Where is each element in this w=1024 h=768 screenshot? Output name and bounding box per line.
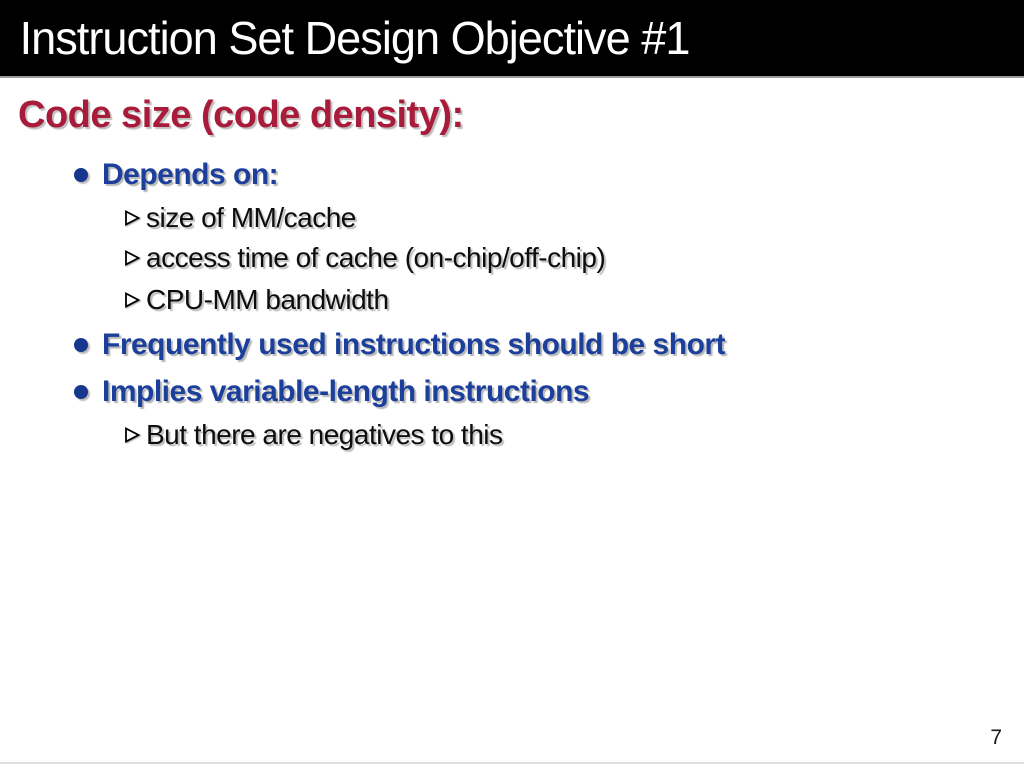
list-item — [0, 152, 1024, 198]
page-number: 7 — [990, 726, 1002, 749]
arrow-bullet-icon — [124, 208, 141, 228]
list-item — [0, 198, 1024, 238]
footer-divider — [0, 762, 1024, 764]
bullet-list — [0, 152, 1024, 455]
list-item-label: Depends on: — [102, 158, 279, 191]
list-item-label: CPU-MM bandwidth — [146, 284, 389, 315]
arrow-bullet-icon — [124, 425, 141, 445]
bullet-dot-icon — [74, 168, 88, 182]
arrow-bullet-icon — [124, 290, 141, 310]
slide-title: Instruction Set Design Objective #1 — [19, 12, 690, 64]
list-item-label: Implies variable-length instructions — [102, 374, 590, 408]
slide-heading: Code size (code density): — [18, 94, 464, 136]
list-item — [0, 238, 1024, 278]
list-item — [0, 322, 1024, 368]
list-item-label: size of MM/cache — [146, 202, 356, 233]
list-item-label: Frequently used instructions should be short — [102, 328, 726, 361]
slide-title-bar — [0, 0, 1024, 78]
bullet-dot-icon — [74, 385, 88, 399]
list-item — [0, 415, 1024, 455]
bullet-dot-icon — [74, 338, 88, 352]
list-item-label: access time of cache (on-chip/off-chip) — [146, 242, 606, 273]
list-item-label: But there are negatives to this — [146, 419, 503, 450]
list-item — [0, 368, 1024, 415]
list-item — [0, 278, 1024, 322]
arrow-bullet-icon — [124, 248, 141, 268]
